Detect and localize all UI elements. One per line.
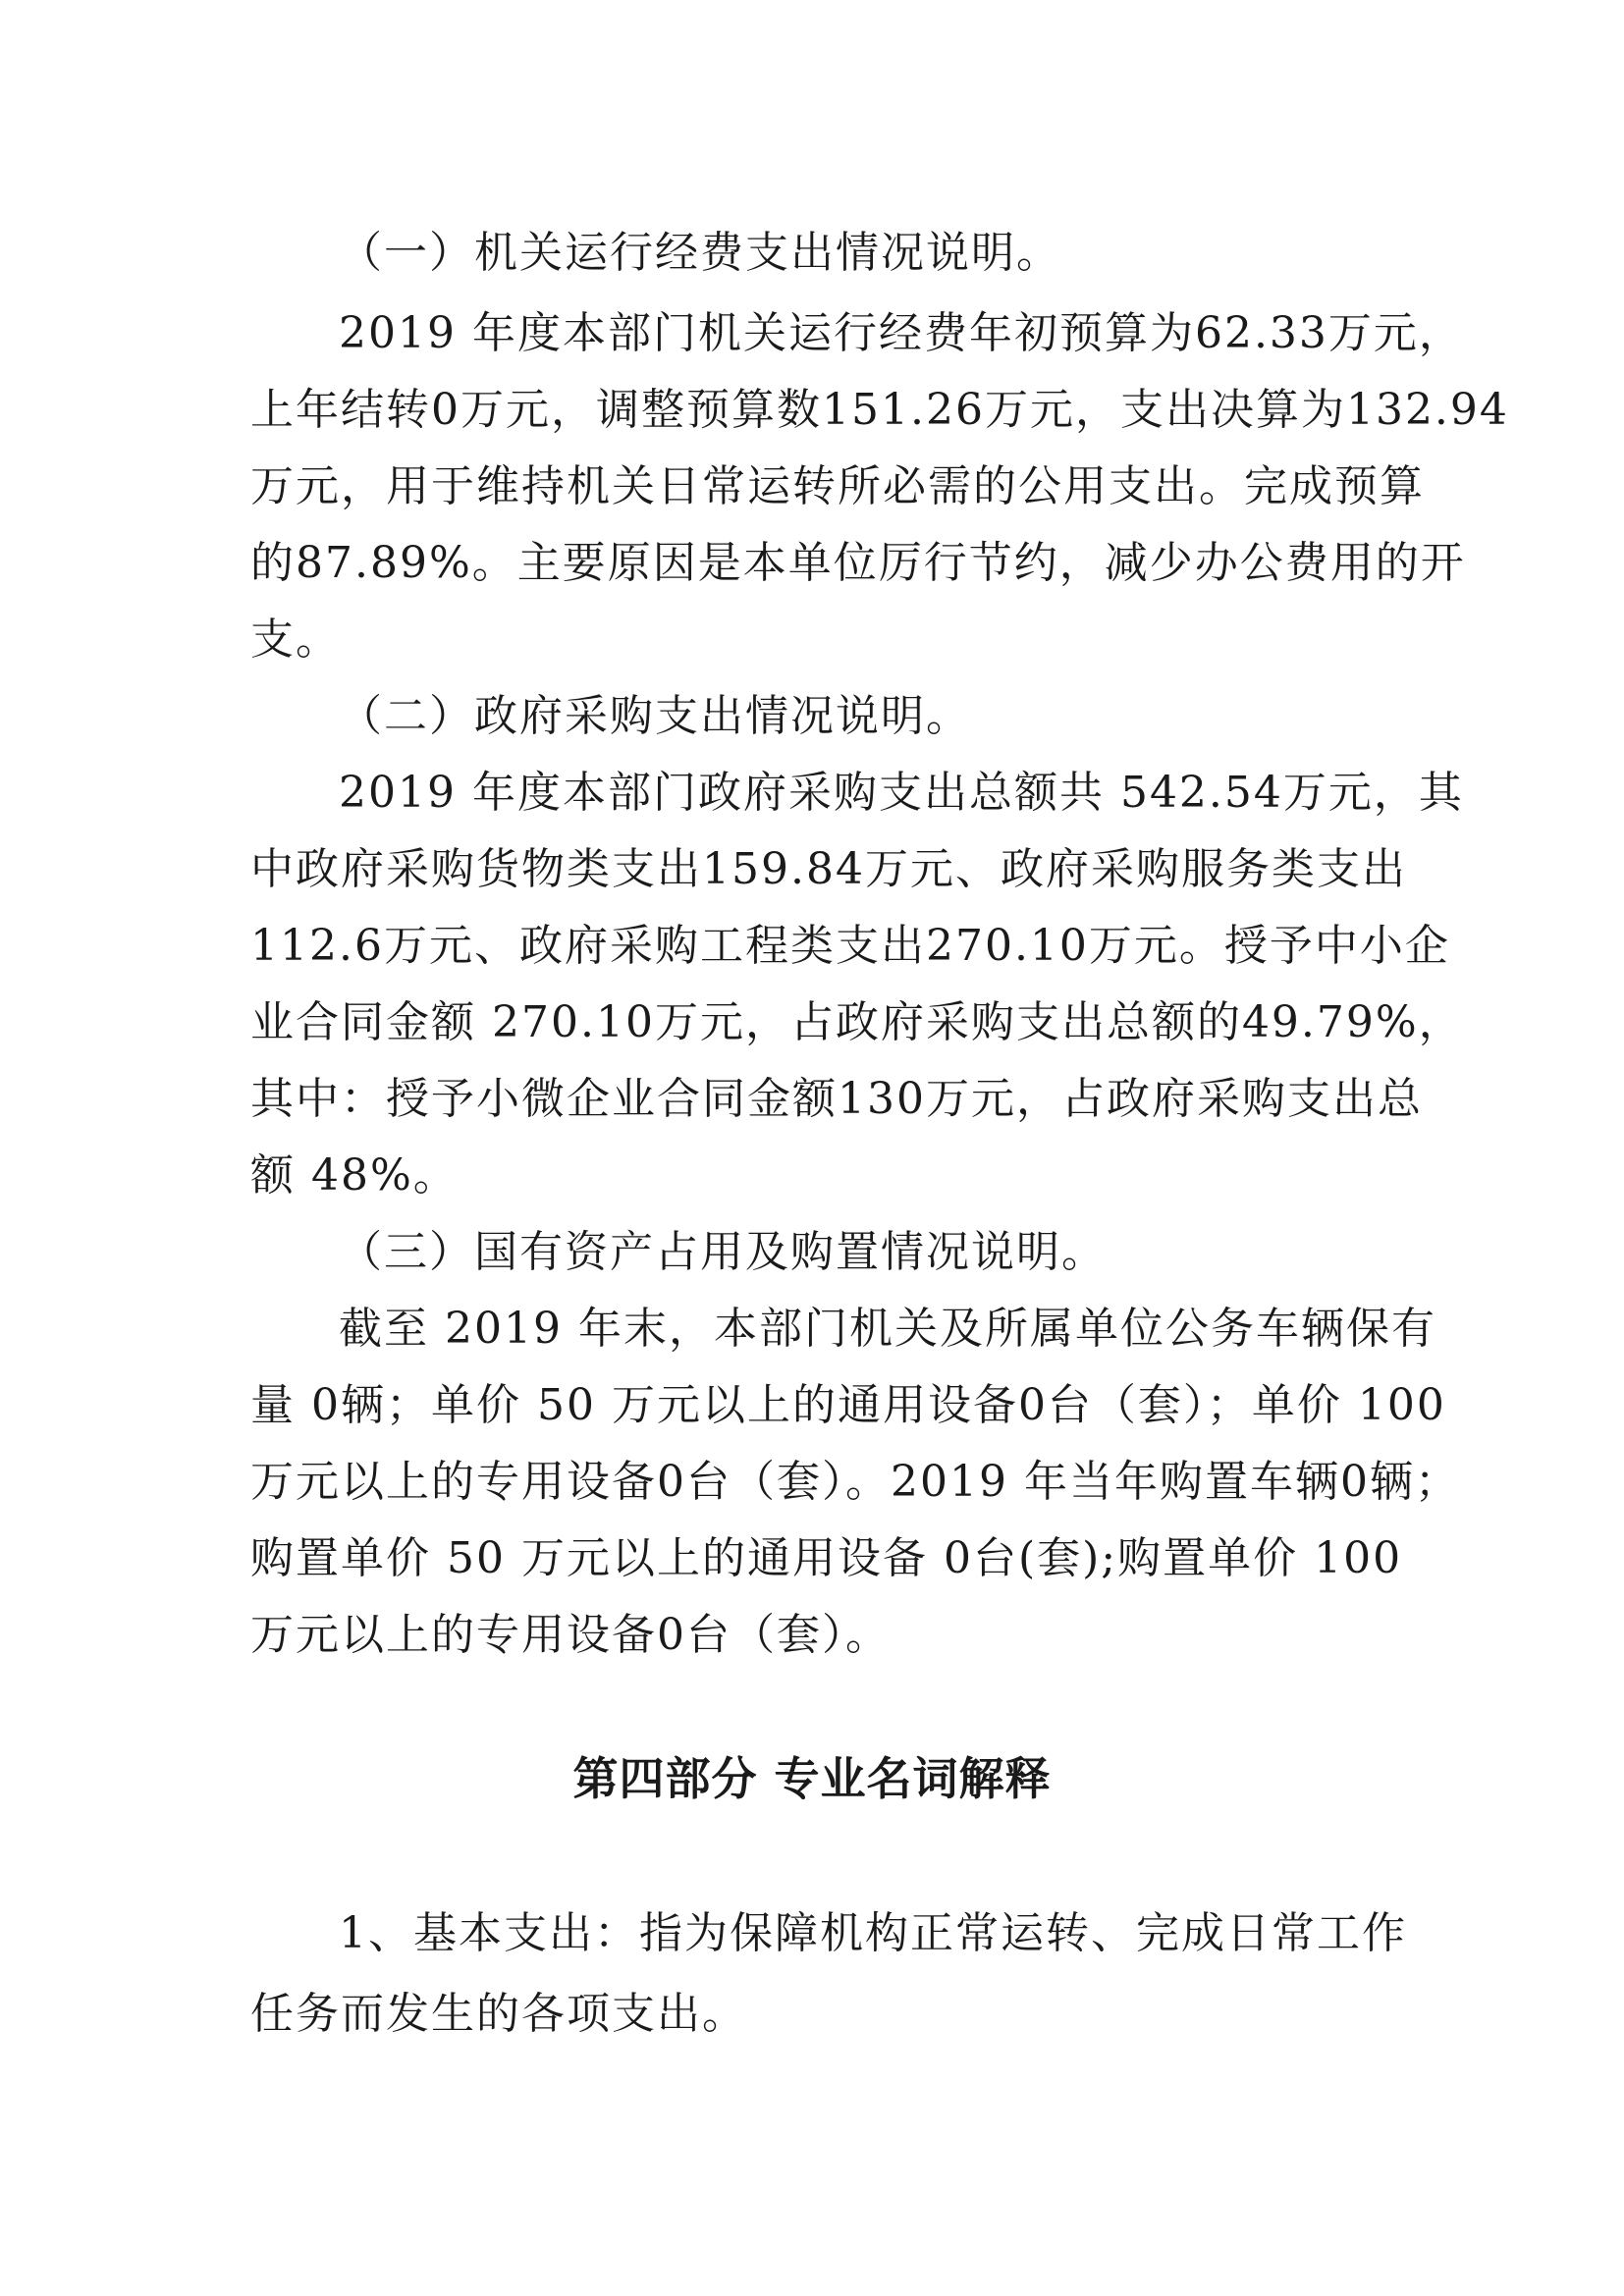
section2-line-1: 2019 年度本部门政府采购支出总额共 542.54万元，其 bbox=[339, 768, 1464, 818]
section2-line-5: 其中：授予小微企业合同金额130万元，占政府采购支出总 bbox=[250, 1074, 1423, 1124]
section2-line-2: 中政府采购货物类支出159.84万元、政府采购服务类支出 bbox=[250, 844, 1407, 894]
section1-line-2: 上年结转0万元，调整预算数151.26万元，支出决算为132.94 bbox=[250, 385, 1509, 435]
part4-title: 第四部分 专业名词解释 bbox=[572, 1752, 1052, 1805]
section1-line-1: 2019 年度本部门机关运行经费年初预算为62.33万元， bbox=[339, 308, 1464, 358]
section3-line-5: 万元以上的专用设备0台（套）。 bbox=[250, 1610, 891, 1660]
part4-item1-line-2: 任务而发生的各项支出。 bbox=[250, 1989, 747, 2039]
section1-line-4: 的87.89%。主要原因是本单位厉行节约，减少办公费用的开 bbox=[250, 538, 1466, 588]
section3-line-4: 购置单价 50 万元以上的通用设备 0台(套);购置单价 100 bbox=[250, 1533, 1403, 1583]
section1-line-5: 支。 bbox=[250, 614, 341, 665]
section3-line-1: 截至 2019 年末，本部门机关及所属单位公务车辆保有 bbox=[339, 1304, 1436, 1354]
section3-line-2: 量 0辆；单价 50 万元以上的通用设备0台（套）；单价 100 bbox=[250, 1380, 1446, 1430]
section3-heading: （三）国有资产占用及购置情况说明。 bbox=[339, 1227, 1107, 1277]
section1-heading: （一）机关运行经费支出情况说明。 bbox=[339, 228, 1061, 278]
section3-line-3: 万元以上的专用设备0台（套）。2019 年当年购置车辆0辆； bbox=[250, 1457, 1460, 1507]
section1-line-3: 万元，用于维持机关日常运转所必需的公用支出。完成预算 bbox=[250, 461, 1425, 511]
section2-line-3: 112.6万元、政府采购工程类支出270.10万元。授予中小企 bbox=[250, 921, 1450, 971]
section2-line-4: 业合同金额 270.10万元，占政府采购支出总额的49.79%， bbox=[250, 997, 1464, 1047]
part4-item1-line-1: 1、基本支出：指为保障机构正常运转、完成日常工作 bbox=[339, 1908, 1407, 1958]
section2-line-6: 额 48%。 bbox=[250, 1150, 459, 1201]
section2-heading: （二）政府采购支出情况说明。 bbox=[339, 691, 971, 741]
